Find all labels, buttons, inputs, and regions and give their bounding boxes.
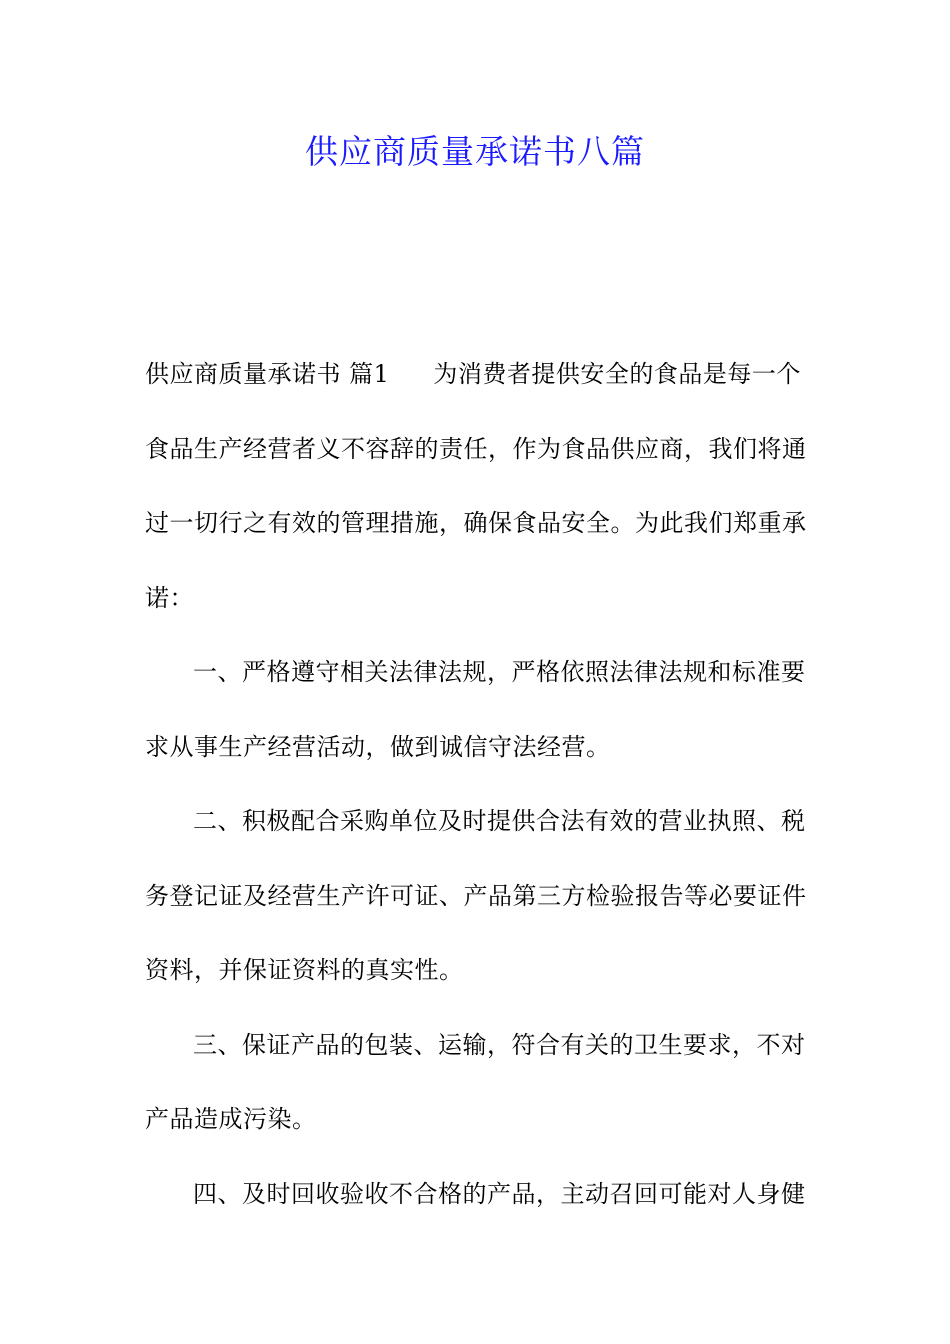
paragraph-line: 过一切行之有效的管理措施，确保食品安全。为此我们郑重承 bbox=[145, 509, 807, 537]
paragraph-line: 四、及时回收验收不合格的产品，主动召回可能对人身健 bbox=[193, 1179, 806, 1208]
document-body bbox=[145, 337, 805, 1231]
paragraph-line bbox=[145, 337, 805, 412]
paragraph-line: 食品生产经营者义不容辞的责任，作为食品供应商，我们将通 bbox=[145, 434, 807, 463]
line-text: 为消费者提供安全的食品是每一个 bbox=[433, 360, 801, 388]
paragraph-line: 产品造成污染。 bbox=[145, 1105, 317, 1133]
paragraph-line: 一、严格遵守相关法律法规，严格依照法律法规和标准要 bbox=[193, 658, 806, 686]
paragraph-line: 诺： bbox=[145, 583, 194, 612]
document-title: 供应商质量承诺书八篇 bbox=[305, 132, 645, 171]
paragraph-line: 资料，并保证资料的真实性。 bbox=[145, 956, 464, 984]
paragraph-line: 务登记证及经营生产许可证、产品第三方检验报告等必要证件 bbox=[145, 881, 807, 910]
paragraph-line: 求从事生产经营活动，做到诚信守法经营。 bbox=[145, 732, 611, 761]
paragraph-line: 二、积极配合采购单位及时提供合法有效的营业执照、税 bbox=[193, 807, 806, 835]
paragraph-line: 三、保证产品的包装、运输，符合有关的卫生要求，不对 bbox=[193, 1030, 806, 1059]
section-heading: 供应商质量承诺书 篇1 bbox=[145, 360, 390, 388]
